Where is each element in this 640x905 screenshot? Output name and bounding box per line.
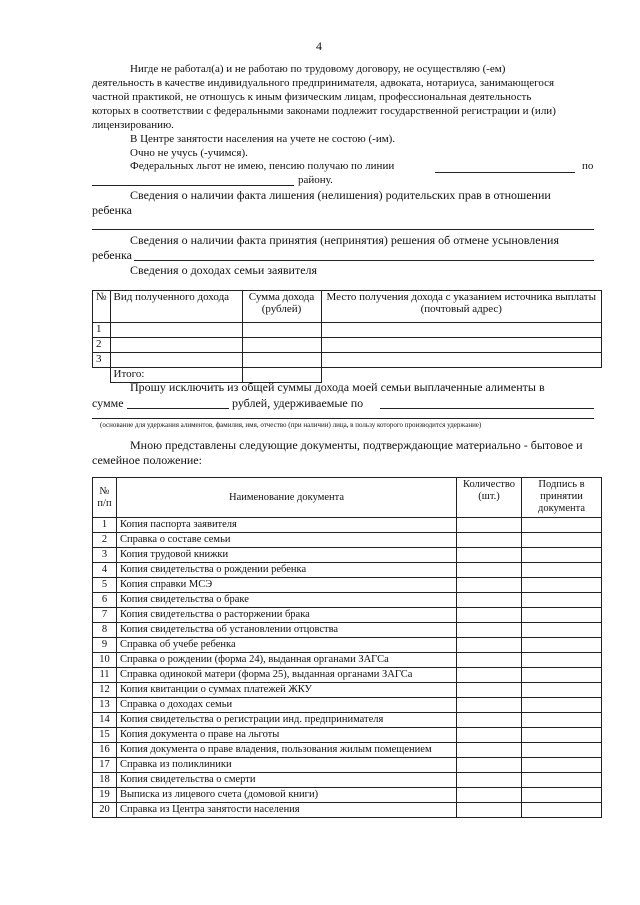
docs-row-name: Копия свидетельства о смерти [117, 773, 457, 788]
docs-row-number: 6 [93, 593, 117, 608]
docs-row-sign-cell[interactable] [522, 653, 602, 668]
docs-row-name: Копия трудовой книжки [117, 548, 457, 563]
income-row-num: 3 [93, 353, 111, 368]
docs-row-name: Копия документа о праве владения, пользования жилым помещением [117, 743, 457, 758]
docs-row-sign-cell[interactable] [522, 578, 602, 593]
docs-row [93, 638, 602, 653]
docs-row-name: Копия свидетельства о браке [117, 593, 457, 608]
docs-row-sign-cell[interactable] [522, 548, 602, 563]
documents-intro-line-1: Мною представлены следующие документы, подтверждающие материально - бытовое и [130, 438, 583, 452]
docs-row-qty-cell[interactable] [457, 593, 522, 608]
income-row-num: 2 [93, 338, 111, 353]
docs-row-sign-cell[interactable] [522, 758, 602, 773]
income-heading: Сведения о доходах семьи заявителя [130, 263, 318, 277]
alimony-sum-blank[interactable] [127, 408, 229, 409]
alimony-note: (основание для удержания алиментов, фамилия, имя, отчество (при наличии) лица, в пользу которого производится удержание) [100, 421, 482, 429]
income-header-place: Место получения дохода с указанием источника выплаты (почтовый адрес) [321, 291, 602, 323]
docs-row-number: 13 [93, 698, 117, 713]
alimony-basis-blank-2[interactable] [92, 418, 594, 419]
docs-row-sign-cell[interactable] [522, 683, 602, 698]
intro-line-8-end: по [582, 160, 594, 172]
docs-row-number: 8 [93, 623, 117, 638]
docs-row-sign-cell[interactable] [522, 803, 602, 818]
docs-row-name: Копия свидетельства об установлении отцовства [117, 623, 457, 638]
docs-row [93, 623, 602, 638]
docs-row-name: Справка о рождении (форма 24), выданная органами ЗАГСа [117, 653, 457, 668]
income-cell[interactable] [242, 338, 321, 353]
docs-row-sign-cell[interactable] [522, 743, 602, 758]
docs-row-number: 19 [93, 788, 117, 803]
docs-row-name: Справка о составе семьи [117, 533, 457, 548]
income-header-num: № [93, 291, 111, 323]
income-header-type: Вид полученного дохода [110, 291, 242, 323]
page-number: 4 [316, 39, 322, 53]
docs-header-name: Наименование документа [117, 478, 457, 518]
docs-row-number: 7 [93, 608, 117, 623]
docs-row-sign-cell[interactable] [522, 773, 602, 788]
docs-row-name: Справка из поликлиники [117, 758, 457, 773]
docs-row-sign-cell[interactable] [522, 518, 602, 533]
documents-table [92, 477, 602, 818]
intro-line-7: Очно не учусь (-учимся). [130, 147, 248, 159]
docs-row-sign-cell[interactable] [522, 698, 602, 713]
docs-row-qty-cell[interactable] [457, 683, 522, 698]
docs-row [93, 548, 602, 563]
income-cell[interactable] [242, 323, 321, 338]
docs-row-name: Копия документа о праве на льготы [117, 728, 457, 743]
docs-header-sign: Подпись в принятии документа [522, 478, 602, 518]
intro-line-6: В Центре занятости населения на учете не состою (-им). [130, 133, 396, 145]
district-blank-line[interactable] [92, 185, 294, 186]
docs-row-qty-cell[interactable] [457, 758, 522, 773]
docs-row-name: Справка о доходах семьи [117, 698, 457, 713]
income-row-num: 1 [93, 323, 111, 338]
income-cell[interactable] [321, 353, 602, 368]
docs-row [93, 728, 602, 743]
docs-row-name: Копия квитанции о суммах платежей ЖКУ [117, 683, 457, 698]
documents-intro-line-2: семейное положение: [92, 453, 202, 467]
docs-row-number: 12 [93, 683, 117, 698]
intro-line-2: деятельность в качестве индивидуального предпринимателя, адвоката, нотариуса, занимающегося [92, 77, 555, 89]
alimony-basis-blank[interactable] [380, 408, 594, 409]
docs-row-sign-cell[interactable] [522, 788, 602, 803]
docs-row [93, 698, 602, 713]
docs-row-qty-cell[interactable] [457, 533, 522, 548]
docs-row-number: 9 [93, 638, 117, 653]
docs-row [93, 743, 602, 758]
alimony-sum-label: сумме [92, 396, 124, 410]
docs-row-number: 15 [93, 728, 117, 743]
pension-blank-line[interactable] [435, 172, 575, 173]
docs-row-number: 18 [93, 773, 117, 788]
adoption-blank-line[interactable] [134, 260, 594, 261]
docs-row-qty-cell[interactable] [457, 668, 522, 683]
docs-row-name: Справка одинокой матери (форма 25), выданная органами ЗАГСа [117, 668, 457, 683]
intro-line-8: Федеральных льгот не имею, пенсию получаю по линии [130, 160, 395, 172]
docs-row-qty-cell[interactable] [457, 518, 522, 533]
docs-row [93, 788, 602, 803]
docs-row [93, 683, 602, 698]
docs-row-number: 10 [93, 653, 117, 668]
deprivation-heading: Сведения о наличии факта лишения (нелишения) родительских прав в отношении [130, 188, 551, 202]
docs-row [93, 653, 602, 668]
adoption-heading: Сведения о наличии факта принятия (непринятия) решения об отмене усыновления [130, 233, 559, 247]
docs-row-qty-cell[interactable] [457, 698, 522, 713]
docs-row [93, 578, 602, 593]
docs-row-name: Копия справки МСЭ [117, 578, 457, 593]
income-cell[interactable] [321, 323, 602, 338]
docs-header-num: № п/п [93, 478, 117, 518]
docs-row-qty-cell[interactable] [457, 803, 522, 818]
docs-row-name: Справка об учебе ребенка [117, 638, 457, 653]
docs-row-qty-cell[interactable] [457, 743, 522, 758]
docs-row-number: 17 [93, 758, 117, 773]
docs-row-name: Справка из Центра занятости населения [117, 803, 457, 818]
income-cell[interactable] [110, 353, 242, 368]
docs-row-qty-cell[interactable] [457, 788, 522, 803]
docs-row-number: 5 [93, 578, 117, 593]
docs-row-sign-cell[interactable] [522, 668, 602, 683]
deprivation-blank-line[interactable] [92, 229, 594, 230]
intro-line-1: Нигде не работал(а) и не работаю по трудовому договору, не осуществляю (-ем) [130, 63, 506, 75]
docs-row-qty-cell[interactable] [457, 728, 522, 743]
docs-row [93, 758, 602, 773]
intro-line-3: частной практикой, не отношусь к иным физическим лицам, профессиональная деятельность [92, 91, 532, 103]
adoption-heading-2: ребенка [92, 248, 132, 262]
docs-row-sign-cell[interactable] [522, 563, 602, 578]
docs-row-name: Копия паспорта заявителя [117, 518, 457, 533]
docs-row-number: 20 [93, 803, 117, 818]
docs-row-sign-cell[interactable] [522, 638, 602, 653]
docs-row-number: 16 [93, 743, 117, 758]
docs-row-qty-cell[interactable] [457, 578, 522, 593]
alimony-line-1: Прошу исключить из общей суммы дохода моей семьи выплаченные алименты в [130, 380, 545, 394]
docs-row [93, 608, 602, 623]
docs-row-qty-cell[interactable] [457, 623, 522, 638]
docs-row [93, 668, 602, 683]
docs-row-number: 11 [93, 668, 117, 683]
docs-row-qty-cell[interactable] [457, 608, 522, 623]
income-cell[interactable] [110, 323, 242, 338]
income-table [92, 290, 602, 383]
docs-row-sign-cell[interactable] [522, 608, 602, 623]
docs-row-name: Копия свидетельства о рождении ребенка [117, 563, 457, 578]
income-cell[interactable] [110, 338, 242, 353]
docs-row-qty-cell[interactable] [457, 653, 522, 668]
docs-row [93, 518, 602, 533]
docs-row-number: 4 [93, 563, 117, 578]
docs-row-number: 2 [93, 533, 117, 548]
docs-row-qty-cell[interactable] [457, 638, 522, 653]
deprivation-heading-2: ребенка [92, 203, 132, 217]
docs-row-name: Копия свидетельства о расторжении брака [117, 608, 457, 623]
docs-row-number: 3 [93, 548, 117, 563]
docs-row-qty-cell[interactable] [457, 548, 522, 563]
income-total-spacer [93, 368, 111, 383]
intro-line-4: которых в соответствии с федеральными законами подлежит государственной регистрации и (или) [92, 105, 556, 117]
intro-line-5: лицензированию. [92, 119, 174, 131]
docs-row-name: Копия свидетельства о регистрации инд. предпринимателя [117, 713, 457, 728]
income-header-sum: Сумма дохода (рублей) [242, 291, 321, 323]
income-cell[interactable] [321, 338, 602, 353]
docs-row-name: Выписка из лицевого счета (домовой книги) [117, 788, 457, 803]
docs-row-sign-cell[interactable] [522, 728, 602, 743]
docs-row [93, 593, 602, 608]
docs-row [93, 563, 602, 578]
docs-row-qty-cell[interactable] [457, 773, 522, 788]
income-cell[interactable] [242, 353, 321, 368]
docs-row [93, 533, 602, 548]
income-total-label: Итого: [110, 368, 242, 383]
docs-row [93, 713, 602, 728]
docs-row-sign-cell[interactable] [522, 533, 602, 548]
docs-row-sign-cell[interactable] [522, 713, 602, 728]
docs-row-number: 14 [93, 713, 117, 728]
docs-row-qty-cell[interactable] [457, 713, 522, 728]
docs-header-qty: Количество (шт.) [457, 478, 522, 518]
docs-row [93, 803, 602, 818]
docs-row [93, 773, 602, 788]
docs-row-number: 1 [93, 518, 117, 533]
docs-row-sign-cell[interactable] [522, 593, 602, 608]
alimony-line-2: рублей, удерживаемые по [232, 396, 364, 410]
intro-line-9: району. [298, 174, 333, 186]
docs-row-sign-cell[interactable] [522, 623, 602, 638]
docs-row-qty-cell[interactable] [457, 563, 522, 578]
